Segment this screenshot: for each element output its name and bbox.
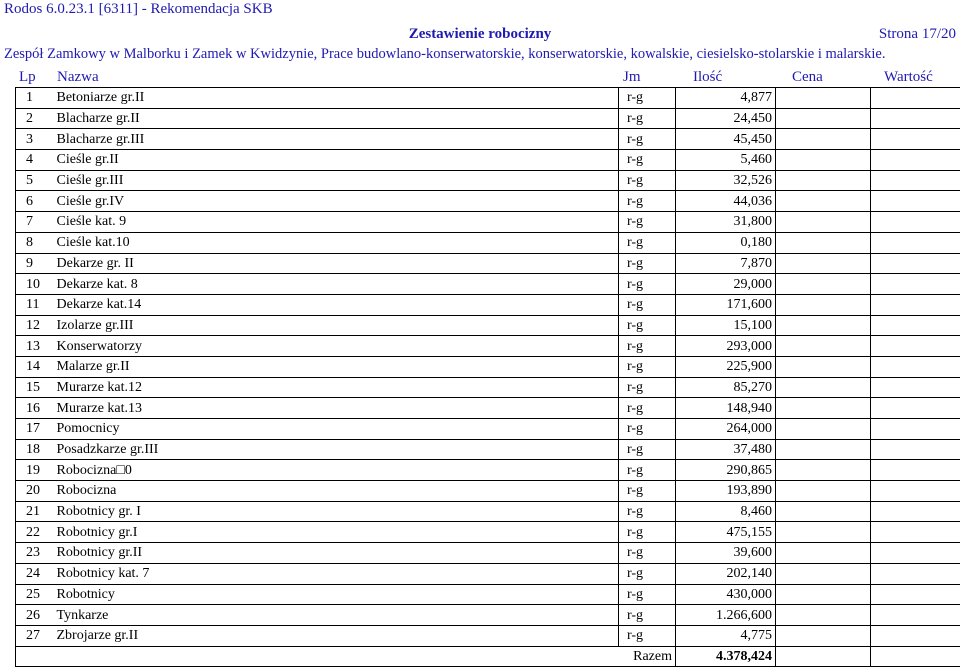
- cell-nazwa: Robotnicy gr.I: [54, 522, 619, 543]
- cell-cena: [776, 398, 871, 419]
- cell-lp: 14: [16, 356, 54, 377]
- total-label: Razem: [54, 646, 676, 667]
- cell-ilosc: 45,450: [676, 129, 776, 150]
- cell-lp: 20: [16, 481, 54, 502]
- cell-wartosc: [871, 605, 960, 626]
- column-header-wartosc: Wartość: [884, 67, 933, 87]
- cell-jm: r-g: [619, 481, 676, 502]
- table-body: [16, 88, 960, 667]
- labor-summary-table: [15, 87, 960, 667]
- cell-nazwa: Cieśle kat.10: [54, 232, 619, 253]
- cell-jm: r-g: [619, 108, 676, 129]
- cell-lp: 19: [16, 460, 54, 481]
- cell-jm: r-g: [619, 274, 676, 295]
- cell-lp: 15: [16, 377, 54, 398]
- cell-cena: [776, 212, 871, 233]
- cell-lp: 12: [16, 315, 54, 336]
- cell-ilosc: 44,036: [676, 191, 776, 212]
- cell-jm: r-g: [619, 625, 676, 646]
- cell-nazwa: Robocizna□0: [54, 460, 619, 481]
- cell-jm: r-g: [619, 356, 676, 377]
- cell-cena: [776, 88, 871, 109]
- table-row: [16, 191, 960, 212]
- cell-cena: [776, 315, 871, 336]
- cell-lp: 9: [16, 253, 54, 274]
- cell-lp: 17: [16, 419, 54, 440]
- cell-nazwa: Malarze gr.II: [54, 356, 619, 377]
- cell-ilosc: 37,480: [676, 439, 776, 460]
- cell-nazwa: Robotnicy: [54, 584, 619, 605]
- cell-cena: [776, 170, 871, 191]
- column-headers: [0, 67, 960, 87]
- cell-wartosc: [871, 108, 960, 129]
- cell-wartosc: [871, 481, 960, 502]
- cell-nazwa: Izolarze gr.III: [54, 315, 619, 336]
- cell-ilosc: 171,600: [676, 294, 776, 315]
- cell-jm: r-g: [619, 439, 676, 460]
- column-header-lp: Lp: [19, 67, 36, 87]
- page-number: Strona 17/20: [879, 25, 956, 43]
- column-header-ilosc: Ilość: [693, 67, 722, 87]
- cell-nazwa: Cieśle kat. 9: [54, 212, 619, 233]
- cell-ilosc: 4,877: [676, 88, 776, 109]
- cell-nazwa: Robotnicy gr. I: [54, 501, 619, 522]
- cell-jm: r-g: [619, 253, 676, 274]
- cell-wartosc: [871, 150, 960, 171]
- cell-ilosc: 32,526: [676, 170, 776, 191]
- cell-nazwa: Tynkarze: [54, 605, 619, 626]
- cell-wartosc: [871, 191, 960, 212]
- cell-lp: 24: [16, 563, 54, 584]
- cell-ilosc: 293,000: [676, 336, 776, 357]
- cell-nazwa: Cieśle gr.IV: [54, 191, 619, 212]
- cell-wartosc: [871, 460, 960, 481]
- cell-jm: r-g: [619, 460, 676, 481]
- cell-jm: r-g: [619, 398, 676, 419]
- table-row: [16, 605, 960, 626]
- cell-cena: [776, 108, 871, 129]
- cell-lp: 4: [16, 150, 54, 171]
- cell-ilosc: 29,000: [676, 274, 776, 295]
- cell-wartosc: [871, 212, 960, 233]
- cell-cena: [776, 543, 871, 564]
- cell-lp: 8: [16, 232, 54, 253]
- cell-nazwa: Robotnicy gr.II: [54, 543, 619, 564]
- cell-cena: [776, 419, 871, 440]
- cell-ilosc: 193,890: [676, 481, 776, 502]
- cell-jm: r-g: [619, 501, 676, 522]
- cell-cena: [776, 625, 871, 646]
- table-row: [16, 253, 960, 274]
- cell-jm: r-g: [619, 150, 676, 171]
- cell-cena: [776, 481, 871, 502]
- cell-jm: r-g: [619, 129, 676, 150]
- cell-ilosc: 4,775: [676, 625, 776, 646]
- cell-cena: [776, 605, 871, 626]
- cell-jm: r-g: [619, 170, 676, 191]
- cell-wartosc: [871, 543, 960, 564]
- cell-wartosc: [871, 563, 960, 584]
- cell-wartosc: [871, 356, 960, 377]
- cell-nazwa: Konserwatorzy: [54, 336, 619, 357]
- table-row: [16, 419, 960, 440]
- cell-jm: r-g: [619, 377, 676, 398]
- total-value: 4.378,424: [676, 646, 776, 667]
- cell-lp: 10: [16, 274, 54, 295]
- cell-wartosc: [871, 88, 960, 109]
- cell-ilosc: 475,155: [676, 522, 776, 543]
- cell-jm: r-g: [619, 191, 676, 212]
- cell-cena: [776, 356, 871, 377]
- cell-wartosc: [871, 625, 960, 646]
- table-row: [16, 398, 960, 419]
- cell-nazwa: Pomocnicy: [54, 419, 619, 440]
- cell-ilosc: 85,270: [676, 377, 776, 398]
- cell-lp: 26: [16, 605, 54, 626]
- cell-cena: [776, 129, 871, 150]
- cell-wartosc: [871, 584, 960, 605]
- cell-wartosc: [871, 315, 960, 336]
- cell-lp: 2: [16, 108, 54, 129]
- cell-ilosc: 290,865: [676, 460, 776, 481]
- cell-nazwa: Blacharze gr.III: [54, 129, 619, 150]
- cell-ilosc: 39,600: [676, 543, 776, 564]
- cell-cena: [776, 232, 871, 253]
- cell-wartosc: [871, 377, 960, 398]
- cell-cena: [776, 253, 871, 274]
- table-row: [16, 481, 960, 502]
- cell-ilosc: 430,000: [676, 584, 776, 605]
- column-header-cena: Cena: [792, 67, 823, 87]
- table-row: [16, 584, 960, 605]
- table-row: [16, 522, 960, 543]
- cell-cena: [776, 460, 871, 481]
- cell-nazwa: Blacharze gr.II: [54, 108, 619, 129]
- cell-cena: [776, 150, 871, 171]
- cell-wartosc: [871, 439, 960, 460]
- cell-jm: r-g: [619, 605, 676, 626]
- cell-ilosc: 5,460: [676, 150, 776, 171]
- cell-lp: 18: [16, 439, 54, 460]
- app-title: Rodos 6.0.23.1 [6311] - Rekomendacja SKB: [4, 0, 273, 18]
- table-row: [16, 294, 960, 315]
- table-row: [16, 460, 960, 481]
- table-row: [16, 88, 960, 109]
- cell-lp: 6: [16, 191, 54, 212]
- cell-lp: 11: [16, 294, 54, 315]
- cell-wartosc: [871, 170, 960, 191]
- table-row: [16, 625, 960, 646]
- table-row: [16, 377, 960, 398]
- column-header-nazwa: Nazwa: [57, 67, 99, 87]
- cell-ilosc: 8,460: [676, 501, 776, 522]
- cell-cena: [776, 439, 871, 460]
- cell-wartosc: [871, 253, 960, 274]
- cell-wartosc: [871, 336, 960, 357]
- cell-wartosc: [871, 129, 960, 150]
- total-row: [16, 646, 960, 667]
- total-spacer: [16, 646, 54, 667]
- cell-lp: 7: [16, 212, 54, 233]
- cell-jm: r-g: [619, 88, 676, 109]
- cell-wartosc: [871, 398, 960, 419]
- total-cena: [776, 646, 871, 667]
- cell-lp: 25: [16, 584, 54, 605]
- cell-nazwa: Zbrojarze gr.II: [54, 625, 619, 646]
- table-row: [16, 563, 960, 584]
- cell-ilosc: 15,100: [676, 315, 776, 336]
- document-title: Zestawienie robocizny: [0, 25, 960, 43]
- project-subtitle: Zespół Zamkowy w Malborku i Zamek w Kwidzynie, Prace budowlano-konserwatorskie, konserwatorskie, kowalskie, ciesielsko-stolarskie i malarskie.: [4, 46, 960, 63]
- cell-ilosc: 264,000: [676, 419, 776, 440]
- cell-cena: [776, 274, 871, 295]
- cell-ilosc: 24,450: [676, 108, 776, 129]
- cell-ilosc: 1.266,600: [676, 605, 776, 626]
- cell-lp: 5: [16, 170, 54, 191]
- cell-jm: r-g: [619, 563, 676, 584]
- cell-nazwa: Dekarze gr. II: [54, 253, 619, 274]
- cell-lp: 1: [16, 88, 54, 109]
- cell-cena: [776, 294, 871, 315]
- cell-ilosc: 202,140: [676, 563, 776, 584]
- table-row: [16, 439, 960, 460]
- cell-wartosc: [871, 522, 960, 543]
- cell-lp: 21: [16, 501, 54, 522]
- table-row: [16, 129, 960, 150]
- table-row: [16, 108, 960, 129]
- table-row: [16, 356, 960, 377]
- cell-nazwa: Dekarze kat. 8: [54, 274, 619, 295]
- table-row: [16, 150, 960, 171]
- cell-nazwa: Posadzkarze gr.III: [54, 439, 619, 460]
- cell-nazwa: Murarze kat.12: [54, 377, 619, 398]
- cell-nazwa: Dekarze kat.14: [54, 294, 619, 315]
- cell-ilosc: 148,940: [676, 398, 776, 419]
- cell-wartosc: [871, 501, 960, 522]
- cell-wartosc: [871, 274, 960, 295]
- table-row: [16, 543, 960, 564]
- cell-nazwa: Betoniarze gr.II: [54, 88, 619, 109]
- cell-nazwa: Murarze kat.13: [54, 398, 619, 419]
- cell-lp: 27: [16, 625, 54, 646]
- cell-jm: r-g: [619, 584, 676, 605]
- cell-cena: [776, 191, 871, 212]
- cell-nazwa: Robotnicy kat. 7: [54, 563, 619, 584]
- cell-wartosc: [871, 232, 960, 253]
- table-row: [16, 315, 960, 336]
- cell-lp: 22: [16, 522, 54, 543]
- cell-jm: r-g: [619, 522, 676, 543]
- cell-lp: 23: [16, 543, 54, 564]
- table-row: [16, 336, 960, 357]
- cell-ilosc: 31,800: [676, 212, 776, 233]
- cell-jm: r-g: [619, 336, 676, 357]
- cell-jm: r-g: [619, 315, 676, 336]
- table-row: [16, 501, 960, 522]
- cell-ilosc: 7,870: [676, 253, 776, 274]
- cell-wartosc: [871, 294, 960, 315]
- cell-nazwa: Cieśle gr.II: [54, 150, 619, 171]
- cell-lp: 16: [16, 398, 54, 419]
- cell-jm: r-g: [619, 419, 676, 440]
- total-wartosc: [871, 646, 960, 667]
- cell-jm: r-g: [619, 212, 676, 233]
- cell-ilosc: 0,180: [676, 232, 776, 253]
- cell-jm: r-g: [619, 543, 676, 564]
- cell-lp: 13: [16, 336, 54, 357]
- table-row: [16, 212, 960, 233]
- cell-cena: [776, 522, 871, 543]
- cell-cena: [776, 501, 871, 522]
- cell-cena: [776, 563, 871, 584]
- table-row: [16, 274, 960, 295]
- cell-wartosc: [871, 419, 960, 440]
- table-row: [16, 232, 960, 253]
- cell-nazwa: Robocizna: [54, 481, 619, 502]
- cell-cena: [776, 336, 871, 357]
- cell-ilosc: 225,900: [676, 356, 776, 377]
- cell-cena: [776, 584, 871, 605]
- cell-cena: [776, 377, 871, 398]
- column-header-jm: Jm: [623, 67, 641, 87]
- cell-jm: r-g: [619, 232, 676, 253]
- cell-jm: r-g: [619, 294, 676, 315]
- cell-nazwa: Cieśle gr.III: [54, 170, 619, 191]
- table-row: [16, 170, 960, 191]
- cell-lp: 3: [16, 129, 54, 150]
